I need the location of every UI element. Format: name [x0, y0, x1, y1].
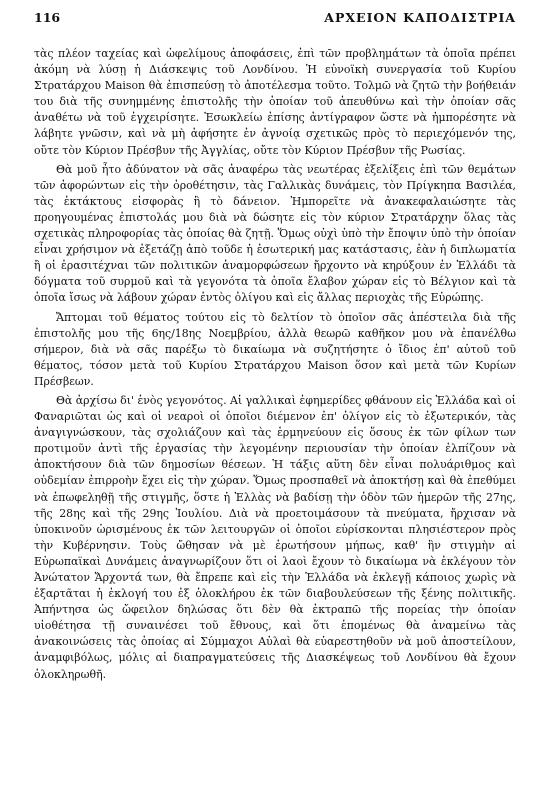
running-head: ΑΡΧΕΙΟΝ ΚΑΠΟΔΙΣΤΡΙΑ: [324, 10, 516, 25]
page-number: 116: [34, 10, 61, 25]
page-header: [34, 10, 516, 34]
paragraph: Θὰ μοῦ ἦτο ἀδύνατον νὰ σᾶς ἀναφέρω τὰς νεωτέρας ἐξελίξεις ἐπὶ τῶν θεμάτων τῶν ἀφορώντων εἰς τὴν ὁροθέτησιν, τὰς Γαλλικὰς δυνάμεις, τὸν Πρίγκηπα Βασιλέα, τὰς ἐκτάκτους εἰσφορὰς ἢ τὸ δάνειον. Ἠμπορεῖτε νὰ ἀνακεφαλαιώσητε τὰς προηγουμένας ἐπιστολάς μου διὰ νὰ δώσητε εἰς τὸν κύριον Στρατάρχην ὅλας τὰς σχετικὰς πληροφορίας τὰς ὁποίας θὰ ζητῇ. Ὅμως οὐχὶ ὑπὸ τὴν ἔποψιν ὑπὸ τὴν ὁποίαν εἶναι χρήσιμον νὰ ἐξετάζῃ ἀπὸ τοῦδε ἡ ἐσωτερική μας κατάστασις, ἐὰν ἡ διπλωματία ἢ οἱ ἐρασιτέχναι τῶν πολιτικῶν ἀναμορφώσεων ἤρχοντο νὰ κηρύξουν ἐν Ἑλλάδι τὰ δόγματα τοῦ συρμοῦ καὶ τὰ γεγονότα τὰ ὁποῖα ἔλαβον χώραν εἰς τὸ Βέλγιον καὶ τὰ ὁποῖα ἴσως νὰ λάβουν χώραν ἐντὸς ὀλίγου καὶ εἰς ἄλλας περιοχὰς τῆς Εὐρώπης.: [34, 162, 516, 305]
paragraph: τὰς πλέον ταχείας καὶ ὠφελίμους ἀποφάσεις, ἐπὶ τῶν προβλημάτων τὰ ὁποῖα πρέπει ἀκόμη νὰ λύσῃ ἡ Διάσκεψις τοῦ Λονδίνου. Ἡ εὐνοϊκὴ συνεργασία τοῦ Κυρίου Στρατάρχου Maison θὰ ἐπισπεύσῃ τὸ ἀποτέλεσμα τοῦτο. Τολμῶ νὰ ζητῶ τὴν βοήθειάν του διὰ τῆς συνημμένης ἐπιστολῆς τὴν ὁποίαν τοῦ ἀπευθύνω καὶ τὴν ὁποίαν σᾶς ἀναθέτω νὰ τοῦ ἐγχειρίσητε. Ἐσωκλείω ἐπίσης ἀντίγραφον ὥστε νὰ ἠμπορέσητε νὰ λάβητε γνῶσιν, καὶ νὰ μὴ ἀφήσητε ἐν ἀγνοίᾳ σχετικῶς πρὸς τὸ περιεχόμενόν της, οὔτε τὸν Κύριον Πρέσβυν τῆς Ἀγγλίας, οὔτε τὸν Κύριον Πρέσβυν τῆς Ρωσίας.: [34, 47, 516, 157]
body-text: [34, 46, 516, 683]
paragraph: Θὰ ἀρχίσω δι' ἑνὸς γεγονότος. Αἱ γαλλικαὶ ἐφημερίδες φθάνουν εἰς Ἑλλάδα καὶ οἱ Φαναριῶται ὡς καὶ οἱ νεαροὶ οἱ ὁποῖοι διέμενον ἐπ' ὀλίγον εἰς τὸ ἐξωτερικόν, τὰς ἀναγιγνώσκουν, τὰς σχολιάζουν καὶ τὰς ἑρμηνεύουν εἰς ὅσους ἐκ τῶν φίλων των προτιμοῦν ἀντὶ τῆς ἐργασίας τὴν λεγομένην περιουσίαν τὴν ὁποίαν ἐλπίζουν νὰ ἀποκτήσουν διὰ τῶν δημοσίων θέσεων. Ἡ τάξις αὕτη δὲν εἶναι πολυάριθμος καὶ οὐδεμίαν ἐπιρροὴν ἔχει εἰς τὴν χώραν. Ὅμως προσπαθεῖ νὰ ἀποκτήσῃ καὶ θὰ ἐπεθύμει νὰ ἐπωφεληθῇ τῆς στιγμῆς, ὅστε ἡ Ἑλλὰς νὰ βαδίσῃ τὴν ὁδὸν τῶν ἡμερῶν τῆς 27ης, τῆς 28ης καὶ τῆς 29ης Ἰουλίου. Διὰ νὰ προετοιμάσουν τὰ πνεύματα, ἤρχισαν νὰ ὑποκινοῦν ὡρισμένους ἐκ τῶν λειτουργῶν οἱ ὁποῖοι εὑρίσκονται πλησιέστερον πρὸς τὴν Κυβέρνησιν. Τοὺς ὤθησαν νὰ μὲ ἐρωτήσουν μήπως, καθ' ἣν στιγμὴν αἱ Εὐρωπαϊκαὶ Δυνάμεις ἀναγνωρίζουν ὅτι οἱ λαοὶ ἔχουν τὸ δικαίωμα νὰ ἐκλέγουν τὸν Ἀνώτατον Ἄρχοντά των, θὰ ἔπρεπε καὶ εἰς τὴν Ἑλλάδα νὰ ἐκλεγῇ κάποιος χωρὶς νὰ ἐξαρτᾶται ἡ ἐκλογή του ἐξ ὁλοκλήρου ἐκ τῶν διαβουλεύσεων τῆς ξένης πολιτικῆς. Ἀπήντησα ὡς ὤφειλον δηλώσας ὅτι δὲν θὰ ἐκτραπῶ τῆς πορείας τὴν ὁποίαν υἱοθέτησα τῇ συναινέσει τοῦ ἔθνους, καὶ ὅτι ἑπομένως θὰ ἀναμείνω τὰς ἀνακοινώσεις τὰς ὁποίας αἱ Σύμμαχοι Αὐλαὶ θὰ εὐαρεστηθοῦν νὰ μοῦ ἀποστείλουν, ἀναμφιβόλως, μόλις αἱ διαπραγματεύσεις τῆς Διασκέψεως τοῦ Λονδίνου θὰ ἔχουν ὁλοκληρωθῆ.: [34, 393, 516, 681]
paragraph: Ἄπτομαι τοῦ θέματος τούτου εἰς τὸ δελτίον τὸ ὁποῖον σᾶς ἀπέστειλα διὰ τῆς ἐπιστολῆς μου τῆς 6ης/18ης Νοεμβρίου, ἀλλὰ θεωρῶ καθῆκον μου νὰ ἐπανέλθω σήμερον, διὰ νὰ σᾶς παρέξω τὸ δικαίωμα νὰ συζητήσητε ὁ ἴδιος ἐπ' αὐτοῦ τοῦ θέματος, τόσον μετὰ τοῦ Κυρίου Στρατάρχου Maison ὅσον καὶ μετὰ τῶν Κυρίων Πρέσβεων.: [34, 310, 516, 388]
